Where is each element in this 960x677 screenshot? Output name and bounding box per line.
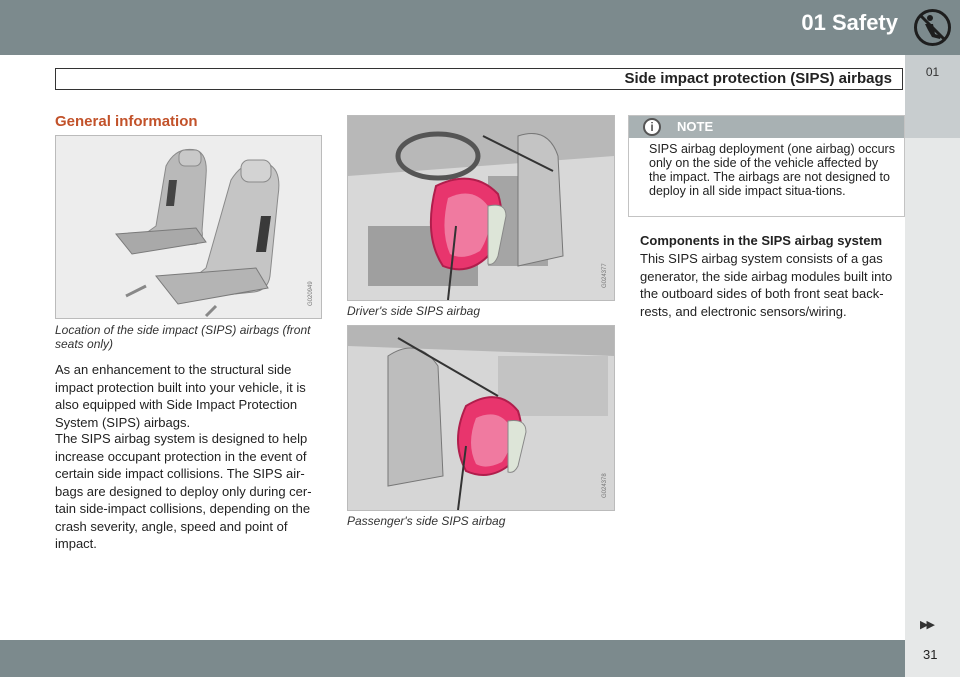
- no-child-seat-icon: [905, 0, 960, 55]
- intro-paragraph: As an enhancement to the structural side impact protection built into your vehicle, it is also equipped with Side Impact Protection System (SIPS) airbags.: [55, 362, 306, 430]
- top-banner: [0, 0, 905, 55]
- chapter-icon-box: [905, 0, 960, 55]
- next-page-arrows-icon[interactable]: ▶▶: [920, 619, 933, 631]
- driver-airbag-caption: Driver's side SIPS airbag: [347, 304, 481, 318]
- driver-side-interior-illustration: [348, 116, 614, 300]
- seats-figure: [55, 135, 322, 319]
- seats-caption: Location of the side impact (SIPS) airbags (front seats only): [55, 323, 311, 351]
- note-text: SIPS airbag deployment (one airbag) occurs only on the side of the vehicle affected by the impact. The airbags are not designed to deploy in all side impact situa-tions.: [649, 142, 895, 198]
- bottom-banner: [0, 640, 905, 677]
- figure-id: G024378: [602, 473, 608, 498]
- components-heading: Components in the SIPS airbag system: [640, 233, 882, 248]
- components-paragraph: This SIPS airbag system consists of a gas generator, the side airbag modules built into the outboard sides of both front seat back-rests, and electronic sensors/wiring.: [640, 251, 893, 319]
- note-box: [628, 115, 905, 217]
- chapter-tab[interactable]: [905, 55, 960, 138]
- chapter-tab-number: 01: [925, 65, 940, 79]
- figure-id: G024377: [602, 263, 608, 288]
- section-title: Side impact protection (SIPS) airbags: [624, 70, 892, 87]
- passenger-side-interior-illustration: [348, 326, 614, 510]
- note-header: [629, 116, 904, 138]
- system-paragraph: The SIPS airbag system is designed to help increase occupant protection in the event of certain side impact collisions. The SIPS air-bags are designed to deploy only during cer-tain side-impact collisions, depending on the crash severity, angle, speed and point of impact.: [55, 431, 312, 551]
- section-title-bar: [55, 68, 903, 90]
- note-label: NOTE: [677, 119, 714, 134]
- figure-id: G020949: [308, 281, 314, 306]
- passenger-airbag-caption: Passenger's side SIPS airbag: [347, 514, 506, 528]
- chapter-title: 01 Safety: [801, 10, 898, 35]
- passenger-airbag-figure: [347, 325, 615, 511]
- info-icon: i: [643, 118, 661, 136]
- driver-airbag-figure: [347, 115, 615, 301]
- front-seats-illustration: [56, 136, 321, 318]
- page-number-box: [905, 640, 960, 677]
- general-information-heading: General information: [55, 113, 198, 130]
- page-number: 31: [923, 647, 938, 662]
